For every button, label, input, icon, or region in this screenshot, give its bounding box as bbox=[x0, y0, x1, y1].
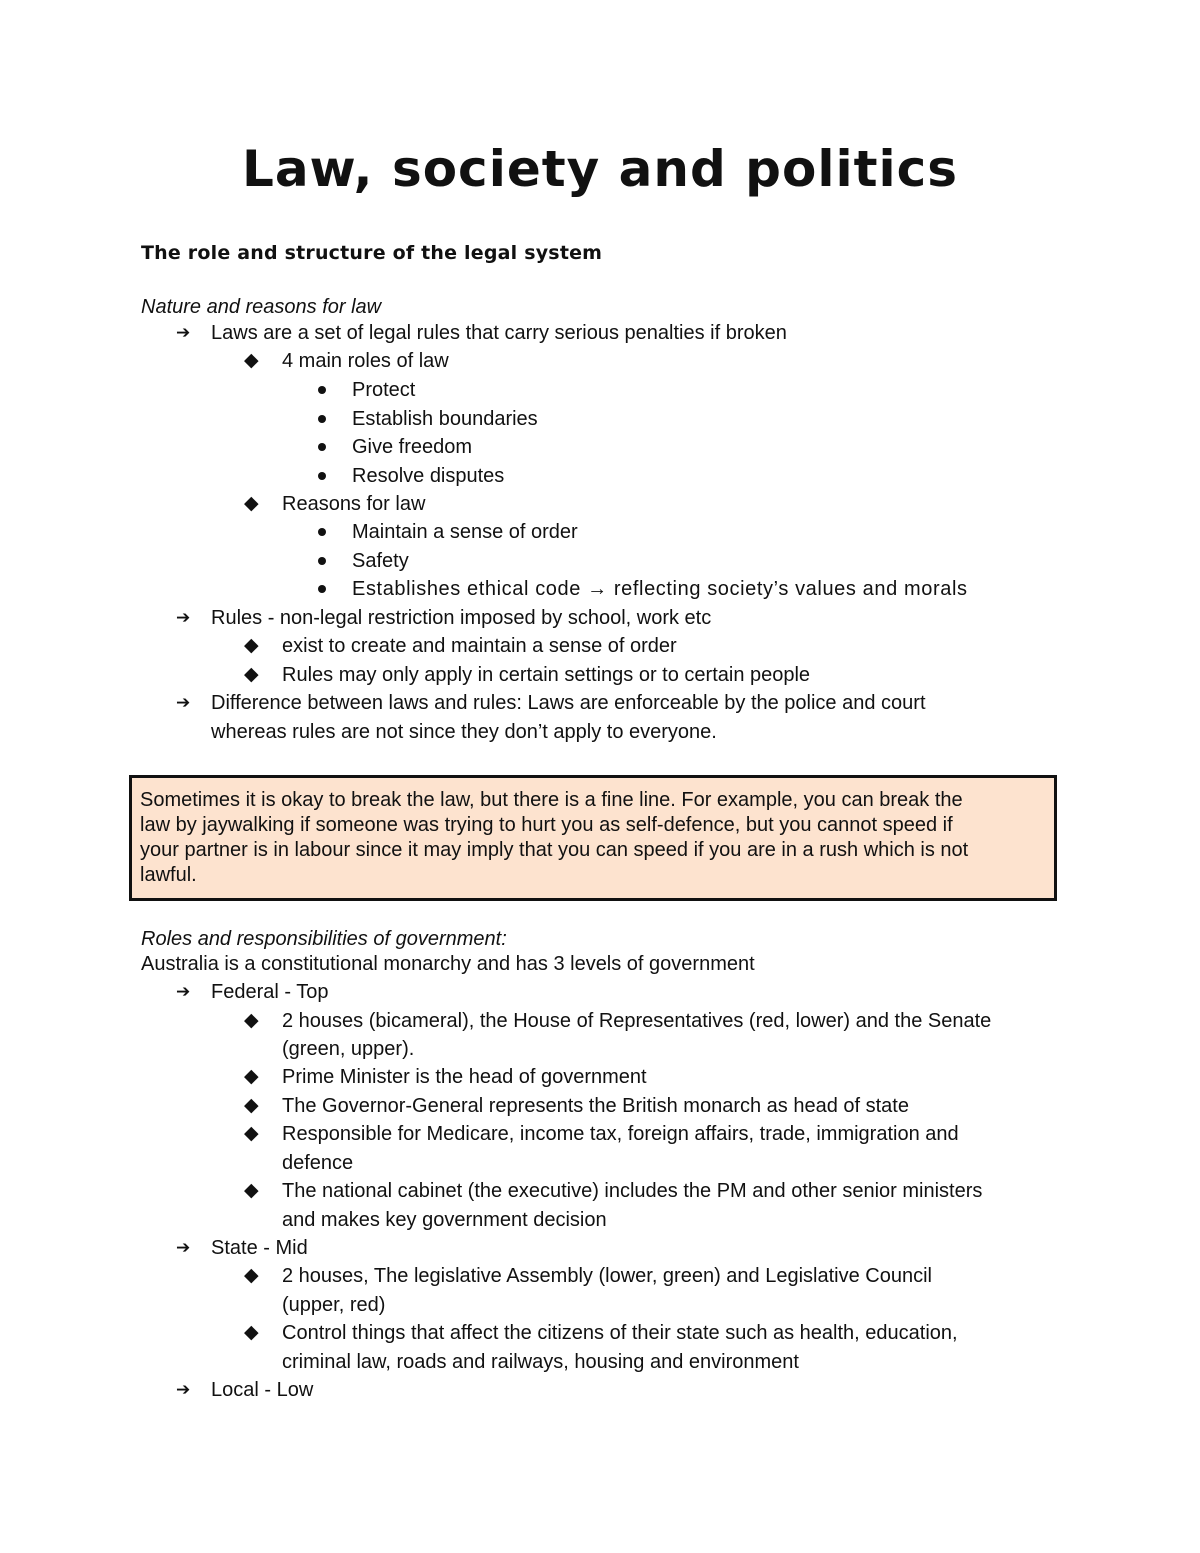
dot-bullet-icon bbox=[316, 433, 328, 461]
diamond-bullet-icon: ◆ bbox=[244, 1322, 259, 1343]
list-item: Establishes ethical code → reflecting society’s values and morals bbox=[352, 578, 968, 600]
diamond-bullet-icon: ◆ bbox=[244, 350, 259, 371]
diamond-bullet-icon: ◆ bbox=[244, 1095, 259, 1116]
dot-bullet-icon bbox=[316, 376, 328, 404]
list-item: Rules - non-legal restriction imposed by school, work etc bbox=[211, 607, 712, 629]
list-item: Responsible for Medicare, income tax, foreign affairs, trade, immigration and bbox=[282, 1123, 959, 1145]
list-item: 2 houses, The legislative Assembly (lower, green) and Legislative Council bbox=[282, 1265, 932, 1287]
arrow-bullet-icon: ➔ bbox=[176, 1380, 191, 1399]
diamond-bullet-icon: ◆ bbox=[244, 1180, 259, 1201]
dot-bullet-icon bbox=[316, 405, 328, 433]
list-item: Reasons for law bbox=[282, 493, 426, 515]
list-item-continuation: and makes key government decision bbox=[282, 1209, 607, 1231]
arrow-bullet-icon: ➔ bbox=[176, 608, 191, 627]
list-item: exist to create and maintain a sense of order bbox=[282, 635, 677, 657]
callout-line: lawful. bbox=[140, 864, 197, 886]
list-item: 2 houses (bicameral), the House of Representatives (red, lower) and the Senate bbox=[282, 1010, 992, 1032]
arrow-bullet-icon: ➔ bbox=[176, 982, 191, 1001]
list-item: Resolve disputes bbox=[352, 465, 505, 487]
callout-line: your partner is in labour since it may imply that you can speed if you are in a rush which is not bbox=[140, 839, 969, 861]
list-item: Laws are a set of legal rules that carry serious penalties if broken bbox=[211, 322, 787, 344]
diamond-bullet-icon: ◆ bbox=[244, 493, 259, 514]
diamond-bullet-icon: ◆ bbox=[244, 664, 259, 685]
government-intro: Australia is a constitutional monarchy and has 3 levels of government bbox=[141, 953, 755, 975]
diamond-bullet-icon: ◆ bbox=[244, 1265, 259, 1286]
list-item: Safety bbox=[352, 550, 409, 572]
list-item: Protect bbox=[352, 379, 416, 401]
arrow-bullet-icon: ➔ bbox=[176, 323, 191, 342]
list-item: Control things that affect the citizens of their state such as health, education, bbox=[282, 1322, 958, 1344]
list-item-continuation: (upper, red) bbox=[282, 1294, 386, 1316]
document-title: Law, society and politics bbox=[241, 140, 959, 198]
list-item: The national cabinet (the executive) includes the PM and other senior ministers bbox=[282, 1180, 983, 1202]
list-item: Establish boundaries bbox=[352, 408, 538, 430]
diamond-bullet-icon: ◆ bbox=[244, 635, 259, 656]
government-heading: Roles and responsibilities of government: bbox=[141, 928, 507, 950]
list-item: Prime Minister is the head of government bbox=[282, 1066, 647, 1088]
list-item: Maintain a sense of order bbox=[352, 521, 578, 543]
list-item: Federal - Top bbox=[211, 981, 329, 1003]
nature-heading: Nature and reasons for law bbox=[141, 296, 382, 318]
list-item: Give freedom bbox=[352, 436, 473, 458]
dot-bullet-icon bbox=[316, 547, 328, 575]
list-item: The Governor-General represents the British monarch as head of state bbox=[282, 1095, 909, 1117]
diamond-bullet-icon: ◆ bbox=[244, 1123, 259, 1144]
list-item: Local - Low bbox=[211, 1379, 314, 1401]
list-item: State - Mid bbox=[211, 1237, 308, 1259]
dot-bullet-icon bbox=[316, 462, 328, 490]
list-item-continuation: defence bbox=[282, 1152, 354, 1174]
dot-bullet-icon bbox=[316, 575, 328, 603]
section-heading: The role and structure of the legal system bbox=[141, 242, 603, 264]
callout-box bbox=[129, 775, 1057, 901]
list-item: Rules may only apply in certain settings or to certain people bbox=[282, 664, 811, 686]
diamond-bullet-icon: ◆ bbox=[244, 1066, 259, 1087]
callout-line: Sometimes it is okay to break the law, but there is a fine line. For example, you can break the bbox=[140, 789, 963, 811]
arrow-bullet-icon: ➔ bbox=[176, 1238, 191, 1257]
diamond-bullet-icon: ◆ bbox=[244, 1010, 259, 1031]
arrow-bullet-icon: ➔ bbox=[176, 693, 191, 712]
list-item-continuation: whereas rules are not since they don’t apply to everyone. bbox=[211, 721, 717, 743]
list-item: 4 main roles of law bbox=[282, 350, 449, 372]
list-item-continuation: criminal law, roads and railways, housing and environment bbox=[282, 1351, 799, 1373]
list-item-continuation: (green, upper). bbox=[282, 1038, 415, 1060]
callout-line: law by jaywalking if someone was trying to hurt you as self-defence, but you cannot speed if bbox=[140, 814, 953, 836]
dot-bullet-icon bbox=[316, 518, 328, 546]
list-item: Difference between laws and rules: Laws are enforceable by the police and court bbox=[211, 692, 926, 714]
